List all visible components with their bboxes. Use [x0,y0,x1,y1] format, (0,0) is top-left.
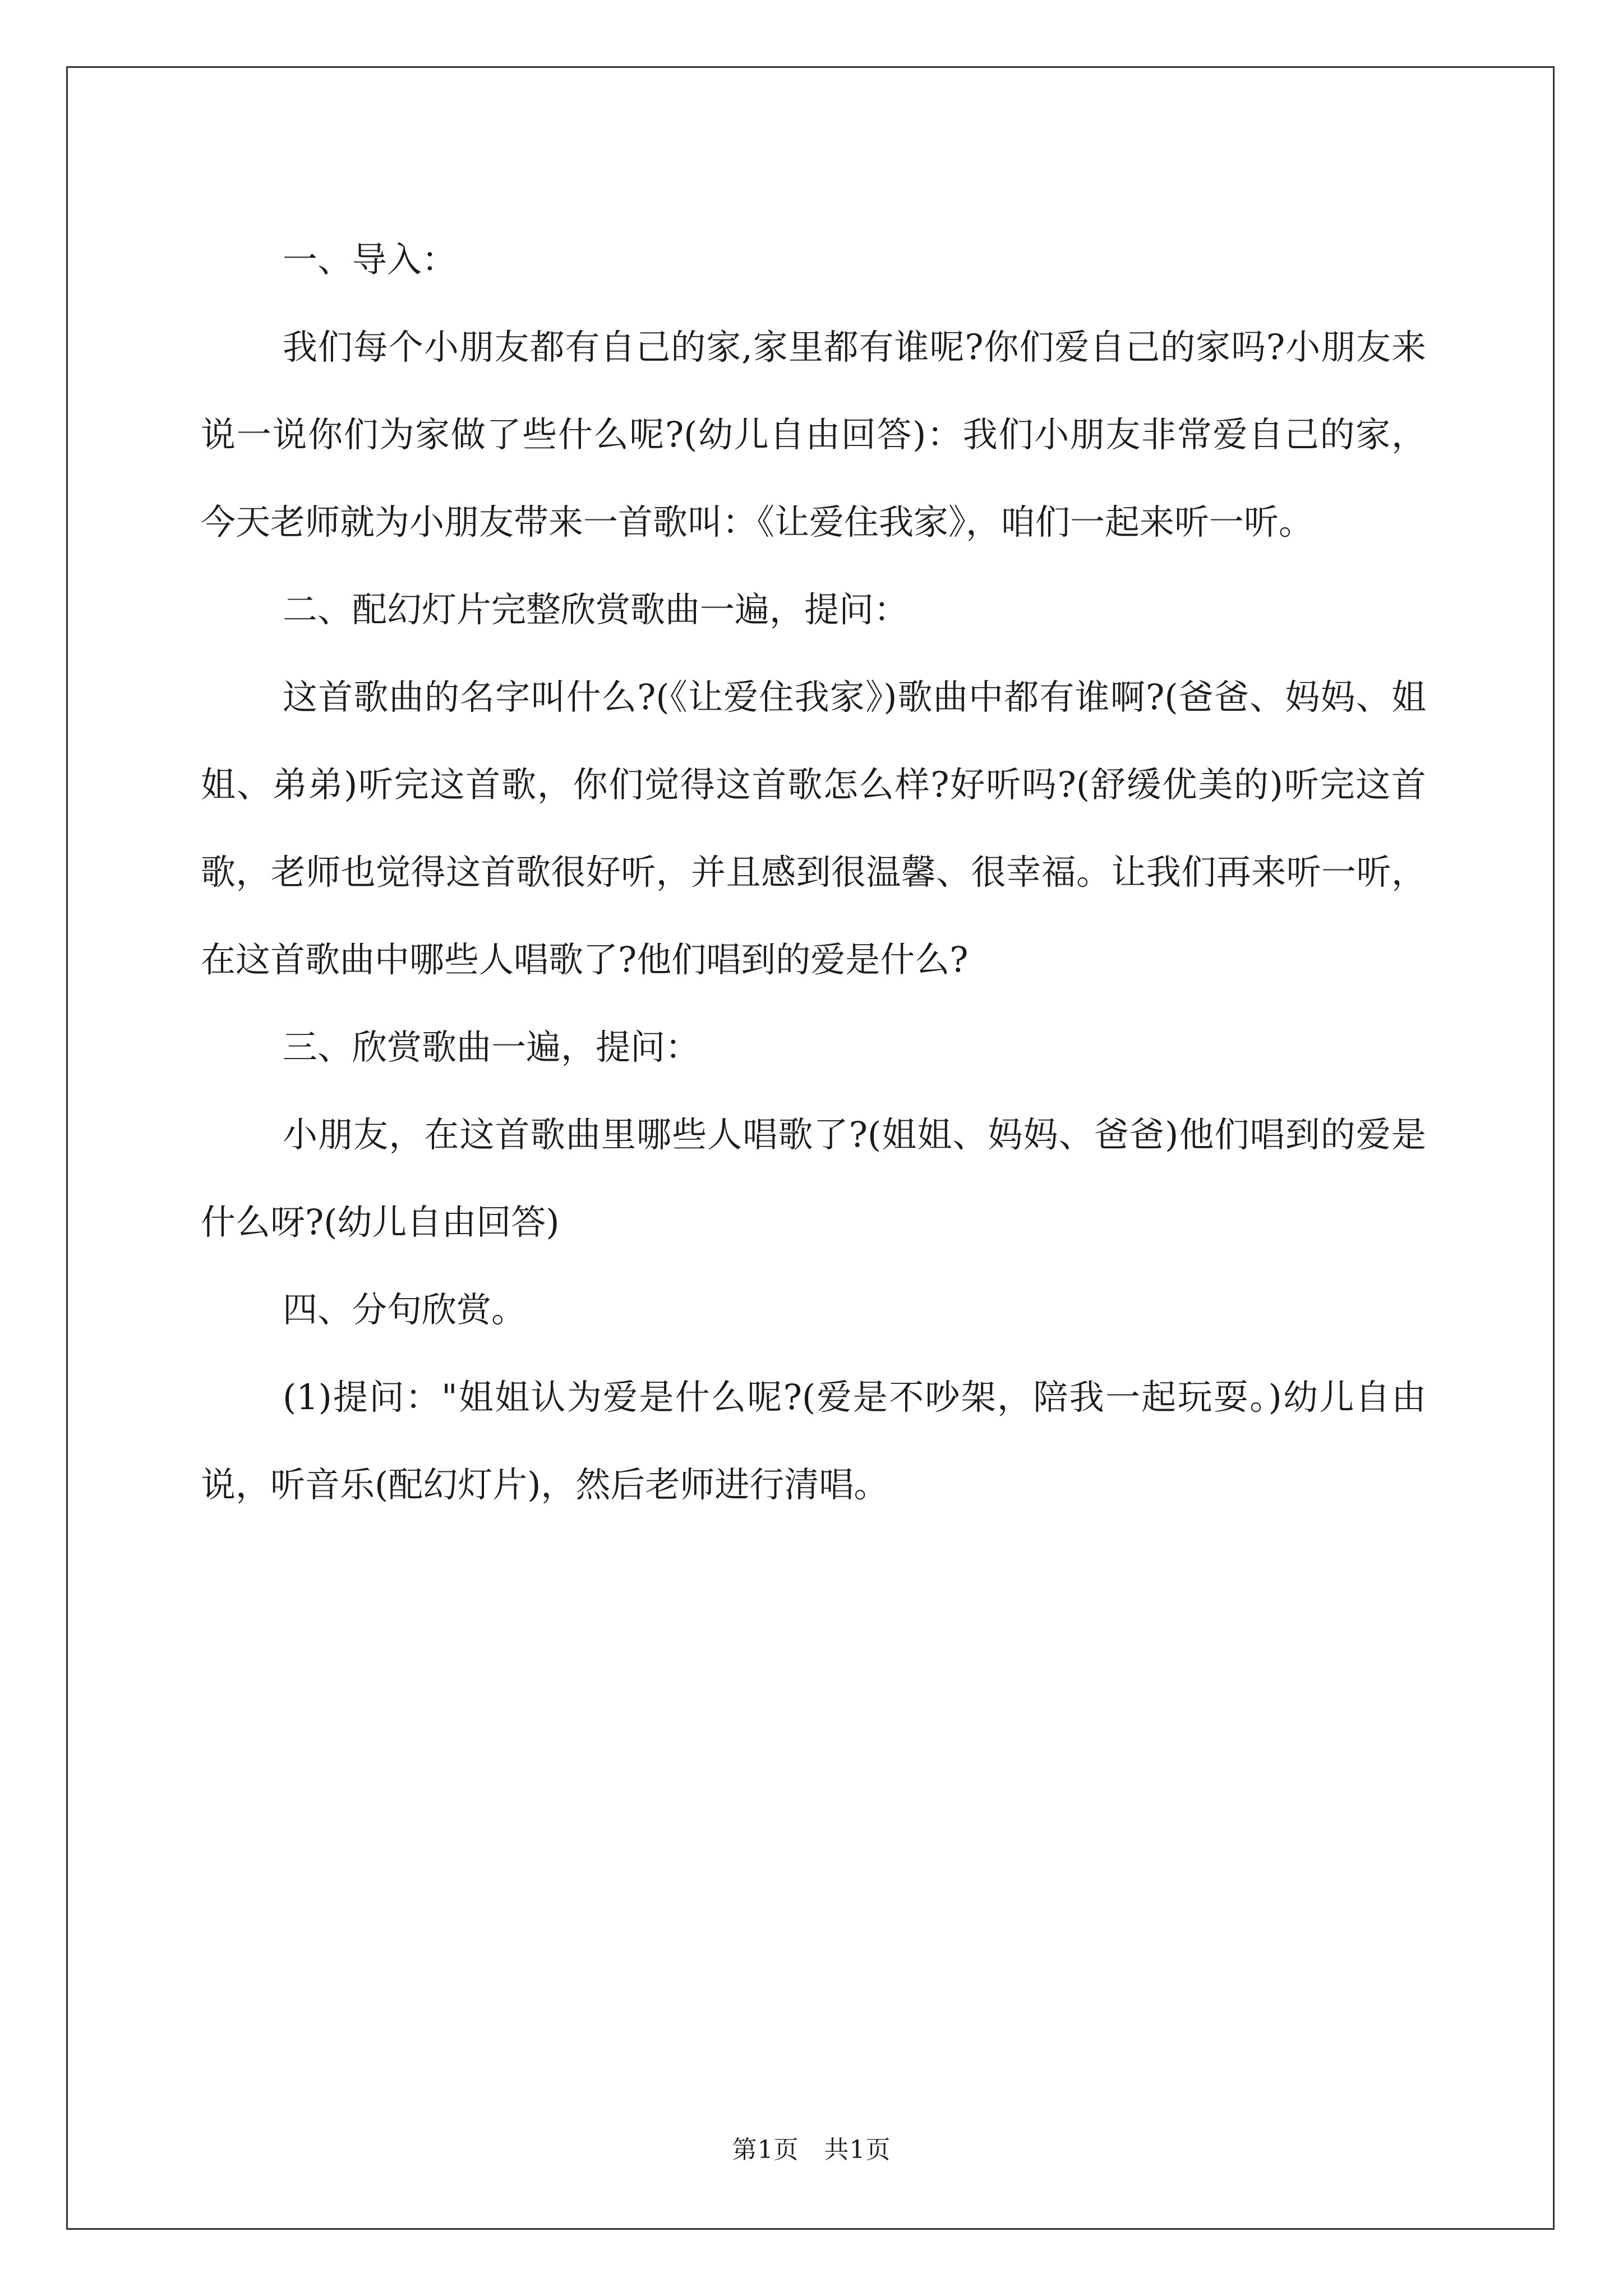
paragraph: (1)提问："姐姐认为爱是什么呢?(爱是不吵架，陪我一起玩耍。)幼儿自由说，听音乐(配幻灯片)，然后老师进行清唱。 [201,1377,1426,1505]
section-heading-intro: 一、导入： [283,239,457,280]
section-heading-appreciate: 三、欣赏歌曲一遍，提问： [283,1027,700,1068]
paragraph: 我们每个小朋友都有自己的家,家里都有谁呢?你们爱自己的家吗?小朋友来说一说你们为家做了些什么呢?(幼儿自由回答)：我们小朋友非常爱自己的家，今天老师就为小朋友带来一首歌叫：《让爱住我家》，咱们一起来听一听。 [201,326,1426,542]
page-number: 第1页 共1页 [732,2136,891,2164]
paragraph: 这首歌曲的名字叫什么?(《让爱住我家》)歌曲中都有谁啊?(爸爸、妈妈、姐姐、弟弟)听完这首歌，你们觉得这首歌怎么样?好听吗?(舒缓优美的)听完这首歌，老师也觉得这首歌很好听，并且感到很温馨、很幸福。让我们再来听一听，在这首歌曲中哪些人唱歌了?他们唱到的爱是什么? [201,677,1426,980]
section-heading-slides: 二、配幻灯片完整欣赏歌曲一遍，提问： [283,589,909,630]
section-heading-sentences: 四、分句欣赏。 [283,1289,527,1330]
document-body [201,216,1426,1529]
paragraph: 小朋友，在这首歌曲里哪些人唱歌了?(姐姐、妈妈、爸爸)他们唱到的爱是什么呀?(幼儿自由回答) [201,1114,1426,1243]
